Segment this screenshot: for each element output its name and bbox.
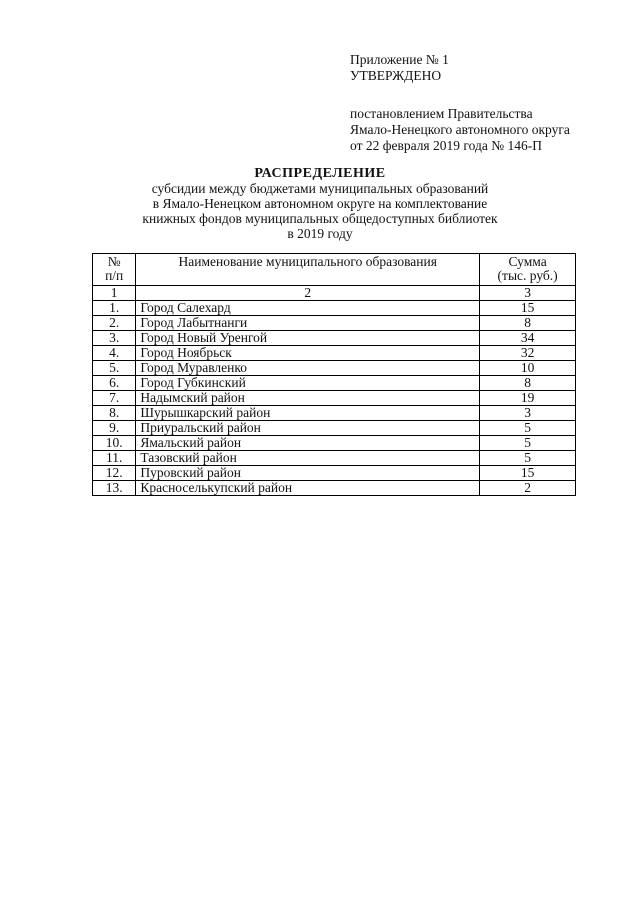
table-row xyxy=(93,331,576,346)
table-row xyxy=(93,346,576,361)
table-row xyxy=(93,421,576,436)
row-number: 13. xyxy=(93,481,136,496)
row-sum: 15 xyxy=(480,466,576,481)
column-number-3: 3 xyxy=(480,286,576,301)
row-name: Красноселькупский район xyxy=(136,481,480,496)
row-name: Город Салехард xyxy=(136,301,480,316)
distribution-table xyxy=(92,253,576,496)
row-sum: 5 xyxy=(480,436,576,451)
appendix-number: Приложение № 1 xyxy=(350,52,449,67)
row-name: Надымский район xyxy=(136,391,480,406)
row-number: 1. xyxy=(93,301,136,316)
title-line-1: субсидии между бюджетами муниципальных образований xyxy=(151,181,489,196)
header-sum-unit: (тыс. руб.) xyxy=(497,268,558,283)
header-sum-label: Сумма xyxy=(508,254,547,269)
row-number: 12. xyxy=(93,466,136,481)
row-sum: 5 xyxy=(480,451,576,466)
table-row xyxy=(93,301,576,316)
row-name: Город Муравленко xyxy=(136,361,480,376)
column-number-1: 1 xyxy=(93,286,136,301)
row-number: 7. xyxy=(93,391,136,406)
header-number xyxy=(93,254,136,286)
header-sum xyxy=(480,254,576,286)
resolution-line-3: от 22 февраля 2019 года № 146-П xyxy=(350,138,542,153)
row-number: 5. xyxy=(93,361,136,376)
row-number: 2. xyxy=(93,316,136,331)
row-sum: 5 xyxy=(480,421,576,436)
row-sum: 32 xyxy=(480,346,576,361)
row-name: Город Губкинский xyxy=(136,376,480,391)
row-sum: 15 xyxy=(480,301,576,316)
table-row xyxy=(93,316,576,331)
table-row xyxy=(93,391,576,406)
row-sum: 8 xyxy=(480,376,576,391)
row-number: 10. xyxy=(93,436,136,451)
table-row xyxy=(93,406,576,421)
row-number: 9. xyxy=(93,421,136,436)
row-number: 4. xyxy=(93,346,136,361)
row-name: Город Ноябрьск xyxy=(136,346,480,361)
row-number: 8. xyxy=(93,406,136,421)
row-name: Город Лабытнанги xyxy=(136,316,480,331)
row-number: 11. xyxy=(93,451,136,466)
table-row xyxy=(93,376,576,391)
table-row xyxy=(93,436,576,451)
column-numbers-row xyxy=(93,286,576,301)
title-main: РАСПРЕДЕЛЕНИЕ xyxy=(254,166,386,181)
row-name: Город Новый Уренгой xyxy=(136,331,480,346)
header-number-abbr: п/п xyxy=(105,268,124,283)
table-row xyxy=(93,451,576,466)
row-name: Тазовский район xyxy=(136,451,480,466)
row-name: Ямальский район xyxy=(136,436,480,451)
column-number-2: 2 xyxy=(136,286,480,301)
row-number: 6. xyxy=(93,376,136,391)
table-row xyxy=(93,361,576,376)
table-row xyxy=(93,466,576,481)
table-header-row xyxy=(93,254,576,286)
row-sum: 3 xyxy=(480,406,576,421)
row-name: Приуральский район xyxy=(136,421,480,436)
header-number-symbol: № xyxy=(107,254,121,269)
appendix-block xyxy=(350,52,570,154)
row-sum: 34 xyxy=(480,331,576,346)
title-line-2: в Ямало-Ненецком автономном округе на комплектование xyxy=(152,196,488,211)
table-row xyxy=(93,481,576,496)
header-name: Наименование муниципального образования xyxy=(136,254,480,286)
resolution-line-2: Ямало-Ненецкого автономного округа xyxy=(350,122,570,137)
row-sum: 10 xyxy=(480,361,576,376)
row-sum: 19 xyxy=(480,391,576,406)
title-line-3: книжных фондов муниципальных общедоступных библиотек xyxy=(142,211,498,226)
row-name: Шурышкарский район xyxy=(136,406,480,421)
approved-label: УТВЕРЖДЕНО xyxy=(350,68,442,83)
title-line-4: в 2019 году xyxy=(287,226,353,241)
row-name: Пуровский район xyxy=(136,466,480,481)
document-title xyxy=(0,166,640,241)
resolution-line-1: постановлением Правительства xyxy=(350,106,533,121)
row-sum: 8 xyxy=(480,316,576,331)
row-number: 3. xyxy=(93,331,136,346)
row-sum: 2 xyxy=(480,481,576,496)
